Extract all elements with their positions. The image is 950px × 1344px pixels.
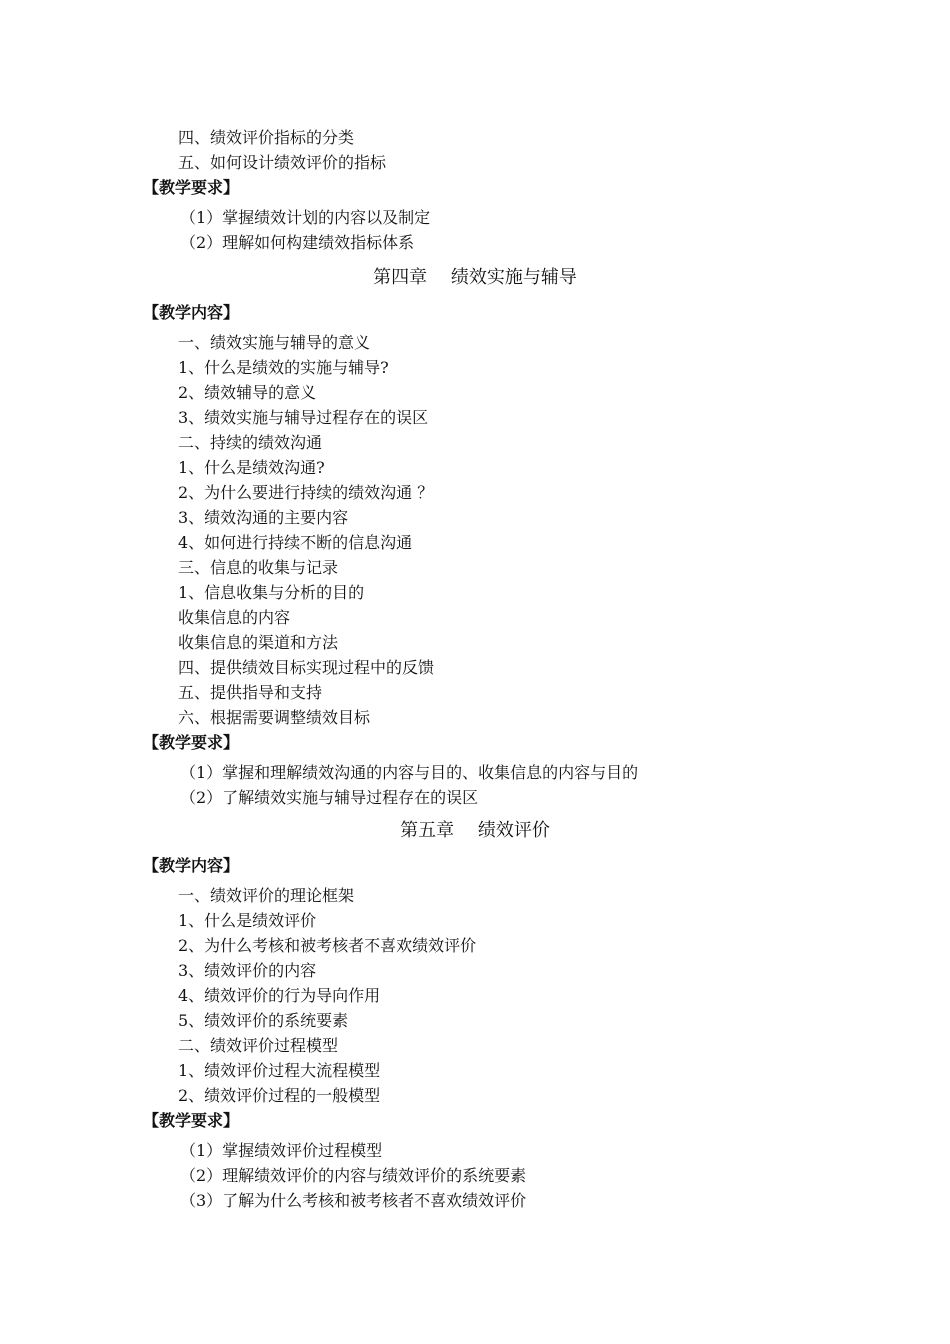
content-item: 收集信息的渠道和方法: [178, 633, 339, 652]
content-item: 四、提供绩效目标实现过程中的反馈: [178, 658, 435, 677]
content-item: 一、绩效评价的理论框架: [178, 886, 355, 905]
content-item: 2、绩效辅导的意义: [178, 383, 317, 402]
requirement-item: （2）了解绩效实施与辅导过程存在的误区: [180, 788, 479, 807]
chapter-title: 第四章 绩效实施与辅导: [373, 267, 577, 288]
content-item: 五、提供指导和支持: [178, 683, 323, 702]
content-item: 1、什么是绩效沟通?: [178, 458, 325, 477]
content-item: 1、绩效评价过程大流程模型: [178, 1061, 381, 1080]
chapter-title: 第五章 绩效评价: [400, 820, 550, 841]
content-item: 2、为什么考核和被考核者不喜欢绩效评价: [178, 936, 477, 955]
content-item: 收集信息的内容: [178, 608, 291, 627]
teaching-requirements-label: 【教学要求】: [143, 1111, 240, 1130]
requirement-item: （2）理解如何构建绩效指标体系: [180, 233, 415, 252]
teaching-requirements-label: 【教学要求】: [143, 178, 240, 197]
content-item: 五、如何设计绩效评价的指标: [178, 153, 387, 172]
content-item: 1、什么是绩效评价: [178, 911, 317, 930]
content-item: 3、绩效实施与辅导过程存在的误区: [178, 408, 429, 427]
content-item: 1、什么是绩效的实施与辅导?: [178, 358, 389, 377]
requirement-item: （1）掌握绩效评价过程模型: [180, 1141, 383, 1160]
content-item: 4、绩效评价的行为导向作用: [178, 986, 381, 1005]
content-item: 四、绩效评价指标的分类: [178, 128, 355, 147]
content-item: 4、如何进行持续不断的信息沟通: [178, 533, 413, 552]
requirement-item: （2）理解绩效评价的内容与绩效评价的系统要素: [180, 1166, 527, 1185]
requirement-item: （1）掌握绩效计划的内容以及制定: [180, 208, 431, 227]
content-item: 一、绩效实施与辅导的意义: [178, 333, 371, 352]
content-item: 二、持续的绩效沟通: [178, 433, 323, 452]
content-item: 三、信息的收集与记录: [178, 558, 339, 577]
content-item: 2、为什么要进行持续的绩效沟通 ？: [178, 483, 434, 502]
content-item: 六、根据需要调整绩效目标: [178, 708, 371, 727]
content-item: 5、绩效评价的系统要素: [178, 1011, 349, 1030]
teaching-content-label: 【教学内容】: [143, 303, 240, 322]
content-item: 二、绩效评价过程模型: [178, 1036, 339, 1055]
content-item: 3、绩效沟通的主要内容: [178, 508, 349, 527]
teaching-content-label: 【教学内容】: [143, 856, 240, 875]
content-item: 2、绩效评价过程的一般模型: [178, 1086, 381, 1105]
requirement-item: （1）掌握和理解绩效沟通的内容与目的、收集信息的内容与目的: [180, 763, 639, 782]
content-item: 1、信息收集与分析的目的: [178, 583, 365, 602]
content-item: 3、绩效评价的内容: [178, 961, 317, 980]
teaching-requirements-label: 【教学要求】: [143, 733, 240, 752]
requirement-item: （3）了解为什么考核和被考核者不喜欢绩效评价: [180, 1191, 527, 1210]
